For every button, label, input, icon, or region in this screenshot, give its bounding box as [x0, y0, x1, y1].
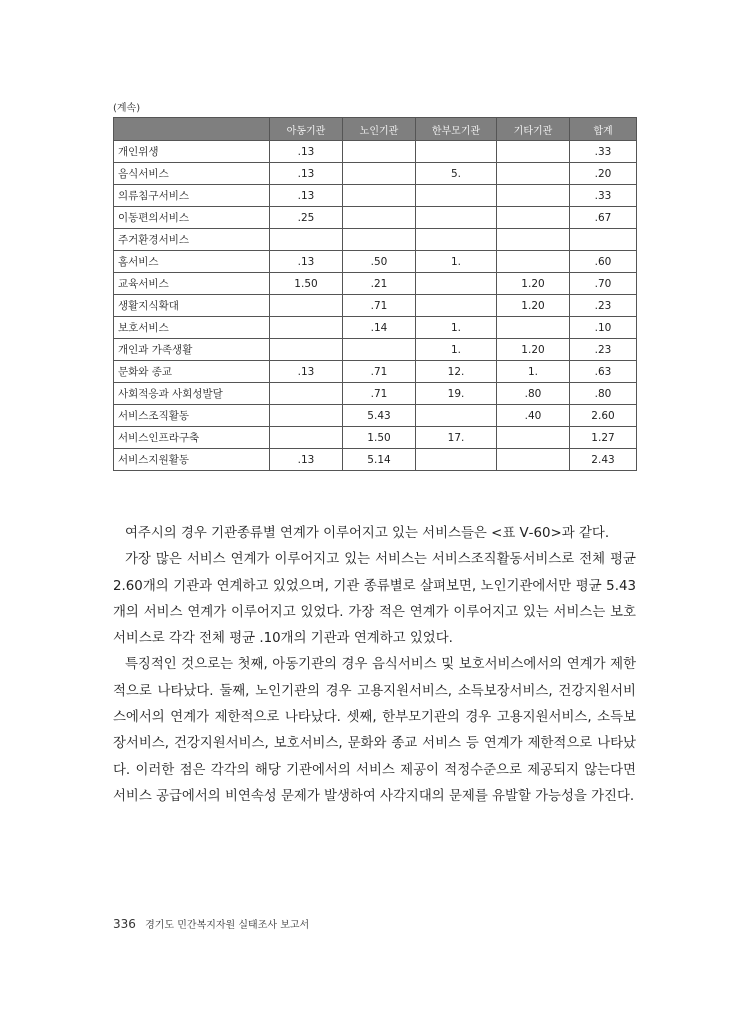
column-header: 한부모기관	[416, 118, 497, 141]
table-cell: .33	[570, 185, 637, 207]
table-cell: .14	[343, 317, 416, 339]
table-row	[114, 141, 637, 163]
row-label: 의류침구서비스	[114, 185, 270, 207]
table-cell: .20	[570, 163, 637, 185]
table-cell: .23	[570, 339, 637, 361]
table-cell	[270, 339, 343, 361]
table-cell	[416, 449, 497, 471]
table-cell	[497, 449, 570, 471]
row-label: 개인위생	[114, 141, 270, 163]
row-label: 서비스인프라구축	[114, 427, 270, 449]
table-cell	[416, 207, 497, 229]
table-cell: .23	[570, 295, 637, 317]
linkage-table	[113, 117, 637, 471]
table-row	[114, 295, 637, 317]
table-cell: 5.	[416, 163, 497, 185]
table-cell	[497, 185, 570, 207]
table-row	[114, 251, 637, 273]
table-cell	[570, 229, 637, 251]
table-cell: .10	[570, 317, 637, 339]
table-row	[114, 339, 637, 361]
table-cell	[270, 427, 343, 449]
table-cell	[416, 141, 497, 163]
table-cell	[416, 273, 497, 295]
row-label: 보호서비스	[114, 317, 270, 339]
table-cell: .67	[570, 207, 637, 229]
table-cell: .21	[343, 273, 416, 295]
table-row	[114, 317, 637, 339]
column-header: 아동기관	[270, 118, 343, 141]
table-cell: 1.27	[570, 427, 637, 449]
table-cell	[343, 185, 416, 207]
table-cell	[497, 207, 570, 229]
table-row	[114, 361, 637, 383]
table-cell: 1.	[416, 251, 497, 273]
table-cell: .70	[570, 273, 637, 295]
table-cell: 1.20	[497, 273, 570, 295]
table-row	[114, 427, 637, 449]
table-cell: 1.	[416, 339, 497, 361]
table-cell: .71	[343, 361, 416, 383]
table-row	[114, 405, 637, 427]
paragraph-1: 여주시의 경우 기관종류별 연계가 이루어지고 있는 서비스들은 <표 Ⅴ-60>과 같다.	[125, 526, 610, 541]
table-cell	[497, 163, 570, 185]
table-cell: 17.	[416, 427, 497, 449]
row-label: 생활지식확대	[114, 295, 270, 317]
table-cell	[343, 163, 416, 185]
table-cell: 1.50	[343, 427, 416, 449]
row-label: 개인과 가족생활	[114, 339, 270, 361]
row-label: 서비스조직활동	[114, 405, 270, 427]
table-cell: .13	[270, 185, 343, 207]
table-cell	[343, 141, 416, 163]
table-cell: .71	[343, 383, 416, 405]
table-body	[114, 141, 637, 471]
table-cell	[416, 185, 497, 207]
table-cell: 2.60	[570, 405, 637, 427]
table-cell	[416, 405, 497, 427]
table-cell: .40	[497, 405, 570, 427]
table-cell: 5.14	[343, 449, 416, 471]
table-row	[114, 449, 637, 471]
paragraph-3: 특징적인 것으로는 첫째, 아동기관의 경우 음식서비스 및 보호서비스에서의 연계가 제한적으로 나타났다. 둘째, 노인기관의 경우 고용지원서비스, 소득보장서비스, 건강지원서비스에서의 연계가 제한적으로 나타났다. 셋째, 한부모기관의 경우 고용지원서비스, 소득보장서비스, 건강지원서비스, 보호서비스, 문화와 종교 서비스 등 연계가 제한적으로 나타났다. 이러한 점은 각각의 해당 기관에서의 서비스 제공이 적정수준으로 제공되지 않는다면 서비스 공급에서의 비연속성 문제가 발생하여 사각지대의 문제를 유발할 가능성을 가진다.	[113, 657, 636, 804]
column-header: 기타기관	[497, 118, 570, 141]
table-cell: .80	[497, 383, 570, 405]
table-row	[114, 185, 637, 207]
page-footer	[113, 916, 309, 931]
table-cell: .13	[270, 141, 343, 163]
column-header: 노인기관	[343, 118, 416, 141]
table-cell: 5.43	[343, 405, 416, 427]
table-cell	[270, 405, 343, 427]
table-cell	[270, 317, 343, 339]
table-header	[114, 118, 637, 141]
row-label: 서비스지원활동	[114, 449, 270, 471]
row-label: 홈서비스	[114, 251, 270, 273]
table-row	[114, 273, 637, 295]
table-cell: 19.	[416, 383, 497, 405]
table-cell	[343, 339, 416, 361]
table-cell	[416, 229, 497, 251]
table-cell: 12.	[416, 361, 497, 383]
column-header	[114, 118, 270, 141]
table-row	[114, 207, 637, 229]
table-row	[114, 229, 637, 251]
row-label: 음식서비스	[114, 163, 270, 185]
table-cell	[416, 295, 497, 317]
table-cell: .80	[570, 383, 637, 405]
table-cell: .71	[343, 295, 416, 317]
report-title: 경기도 민간복지자원 실태조사 보고서	[145, 920, 310, 931]
table-cell	[497, 427, 570, 449]
table-header-row	[114, 118, 637, 141]
table-cell	[497, 141, 570, 163]
row-label: 주거환경서비스	[114, 229, 270, 251]
paragraph-2: 가장 많은 서비스 연계가 이루어지고 있는 서비스는 서비스조직활동서비스로 전체 평균 2.60개의 기관과 연계하고 있었으며, 기관 종류별로 살펴보면, 노인기관에서만 평균 5.43개의 서비스 연계가 이루어지고 있었다. 가장 적은 연계가 이루어지고 있는 서비스는 보호서비스로 각각 전체 평균 .10개의 기관과 연계하고 있었다.	[113, 552, 636, 647]
body-text	[113, 521, 636, 810]
table-cell: .63	[570, 361, 637, 383]
table-cell	[497, 317, 570, 339]
row-label: 문화와 종교	[114, 361, 270, 383]
table-cell: .13	[270, 449, 343, 471]
table-cell: 1.	[416, 317, 497, 339]
table-cell	[270, 383, 343, 405]
table-cell: .50	[343, 251, 416, 273]
table-row	[114, 383, 637, 405]
table-cell: .60	[570, 251, 637, 273]
table-cell: .13	[270, 163, 343, 185]
table-cell: .13	[270, 361, 343, 383]
table-cell: .25	[270, 207, 343, 229]
table-cell	[343, 207, 416, 229]
page-number: 336	[113, 917, 136, 931]
table-cell: 1.50	[270, 273, 343, 295]
table-row	[114, 163, 637, 185]
table-cell: 1.20	[497, 295, 570, 317]
table-cell	[270, 229, 343, 251]
table-cell	[270, 295, 343, 317]
table-cell: 1.	[497, 361, 570, 383]
row-label: 이동편의서비스	[114, 207, 270, 229]
table-cell	[497, 251, 570, 273]
table-cell: .13	[270, 251, 343, 273]
table-cell: 1.20	[497, 339, 570, 361]
row-label: 사회적응과 사회성발달	[114, 383, 270, 405]
column-header: 합계	[570, 118, 637, 141]
table-cell	[497, 229, 570, 251]
row-label: 교육서비스	[114, 273, 270, 295]
table-cell	[343, 229, 416, 251]
table-cell: 2.43	[570, 449, 637, 471]
table-cell: .33	[570, 141, 637, 163]
table-continued-caption: (계속)	[113, 103, 141, 114]
